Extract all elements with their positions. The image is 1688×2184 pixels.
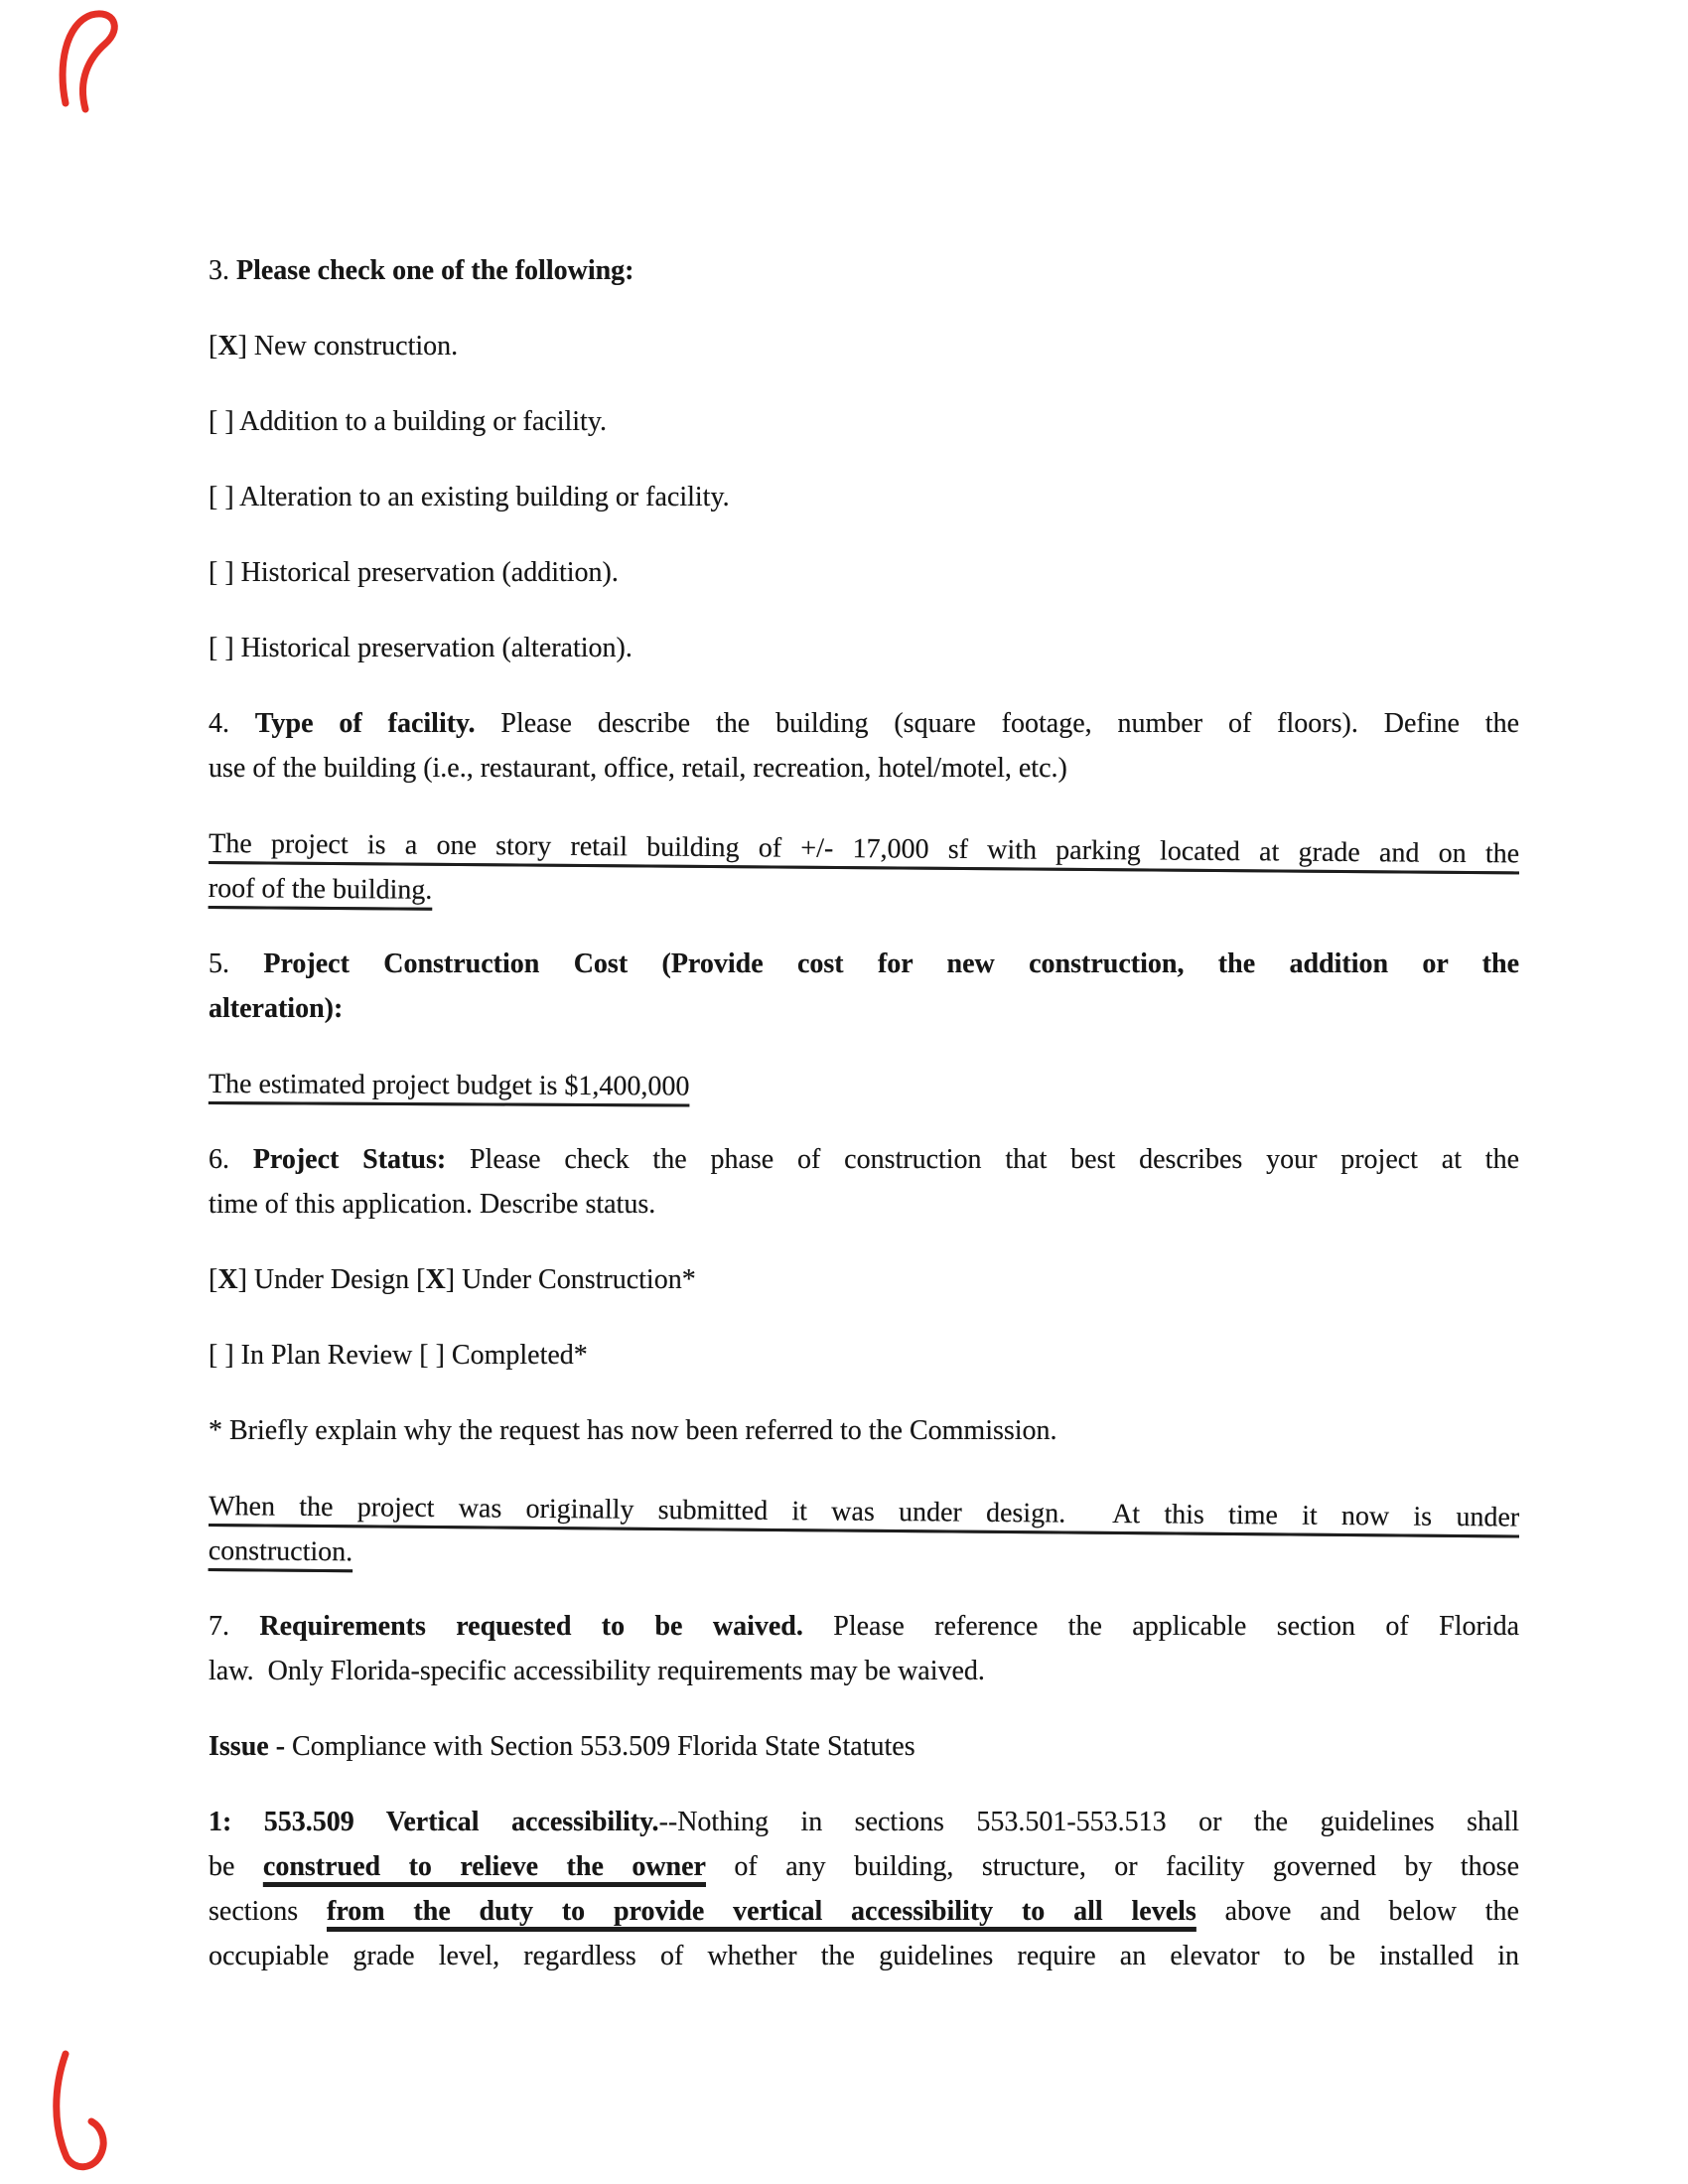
answer-type-of-facility-line: roof of the building. [208,872,433,906]
item-3-heading [209,248,1519,293]
statute-553-509-paragraph [209,1800,1519,1978]
checkbox-new-construction-line: [X] New construction. [209,331,459,362]
checkbox-historical-alteration [209,626,1519,670]
status-footnote [209,1408,1519,1453]
answer-project-status-line: When the project was originally submitted it was under design. At this time it now is under [209,1491,1520,1533]
checkbox-historical-addition [209,550,1519,595]
status-plan-review-completed [209,1333,1519,1378]
checkbox-historical-addition-line: [ ] Historical preservation (addition). [209,557,619,588]
item-6-project-status-line: 6. Project Status: Please check the phase of construction that best describes your project at the [209,1144,1519,1175]
item-7-requirements-waived-line: 7. Requirements requested to be waived. Please reference the applicable section of Florida [209,1611,1519,1642]
issue-line-line: Issue - Compliance with Section 553.509 Florida State Statutes [209,1731,915,1762]
statute-553-509-paragraph-line: be construed to relieve the owner of any building, structure, or facility governed by those [209,1851,1520,1882]
status-footnote-line: * Briefly explain why the request has now been referred to the Commission. [209,1415,1057,1446]
answer-type-of-facility-line: The project is a one story retail building of +/- 17,000 sf with parking located at grade and on the [209,828,1520,870]
status-plan-review-completed-line: [ ] In Plan Review [ ] Completed* [209,1340,588,1371]
answer-type-of-facility [209,821,1520,921]
statute-553-509-paragraph-line: sections from the duty to provide vertical accessibility to all levels above and below the [209,1896,1519,1927]
checkbox-alteration-line: [ ] Alteration to an existing building or facility. [209,482,730,512]
item-5-construction-cost-line: alteration): [209,993,344,1024]
answer-project-budget-line: The estimated project budget is $1,400,000 [208,1069,690,1102]
item-7-requirements-waived-line: law. Only Florida-specific accessibility requirements may be waived. [209,1656,985,1686]
answer-project-status [209,1484,1520,1585]
statute-553-509-paragraph-line: 1: 553.509 Vertical accessibility.--Nothing in sections 553.501-553.513 or the guidelines shall [209,1807,1519,1837]
checkbox-alteration [209,475,1519,519]
checkbox-historical-alteration-line: [ ] Historical preservation (alteration). [209,633,633,663]
status-under-design-construction-line: [X] Under Design [X] Under Construction* [209,1264,696,1295]
statute-553-509-paragraph-line: occupiable grade level, regardless of whether the guidelines require an elevator to be installed in [209,1941,1519,1971]
item-5-construction-cost [209,942,1519,1031]
checkbox-addition [209,399,1519,444]
item-4-type-of-facility-line: use of the building (i.e., restaurant, office, retail, recreation, hotel/motel, etc.) [209,753,1067,784]
item-7-requirements-waived [209,1604,1519,1693]
checkbox-new-construction [209,324,1519,368]
answer-project-status-line: construction. [208,1534,353,1568]
red-pen-mark-bottom [40,2048,134,2177]
item-5-construction-cost-line: 5. Project Construction Cost (Provide cost for new construction, the addition or the [209,948,1520,979]
answer-project-budget [209,1062,1519,1113]
checkbox-addition-line: [ ] Addition to a building or facility. [209,406,608,437]
issue-line [209,1724,1519,1769]
item-4-type-of-facility-line: 4. Type of facility. Please describe the building (square footage, number of floors). Define the [209,708,1520,739]
item-3-heading-line: 3. Please check one of the following: [209,255,634,286]
item-4-type-of-facility [209,701,1519,791]
item-6-project-status [209,1137,1519,1227]
item-6-project-status-line: time of this application. Describe status. [209,1189,656,1220]
status-under-design-construction [209,1257,1519,1302]
